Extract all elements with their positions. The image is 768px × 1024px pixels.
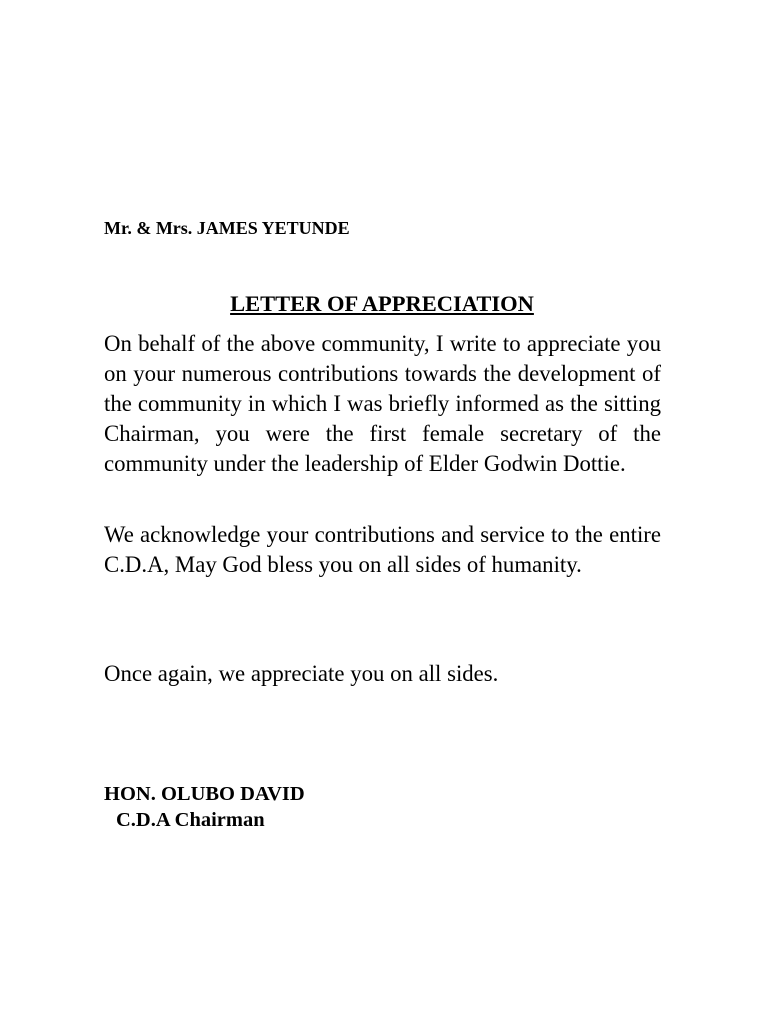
closing-line: Once again, we appreciate you on all sides. <box>104 661 499 686</box>
body-paragraph-1: On behalf of the above community, I write to appreciate you on your numerous contributions towards the development of the community in which I was briefly informed as the sitting Chairman, you were the first female secretary of the community under the leadership of Elder Godwin Dottie. <box>104 331 661 476</box>
letter-title: LETTER OF APPRECIATION <box>230 291 534 316</box>
body-paragraph-2: We acknowledge your contributions and service to the entire C.D.A, May God bless you on all sides of humanity. <box>104 522 661 577</box>
signer-title: C.D.A Chairman <box>116 809 265 831</box>
recipient-line: Mr. & Mrs. JAMES YETUNDE <box>104 218 350 238</box>
signer-name: HON. OLUBO DAVID <box>104 783 305 805</box>
